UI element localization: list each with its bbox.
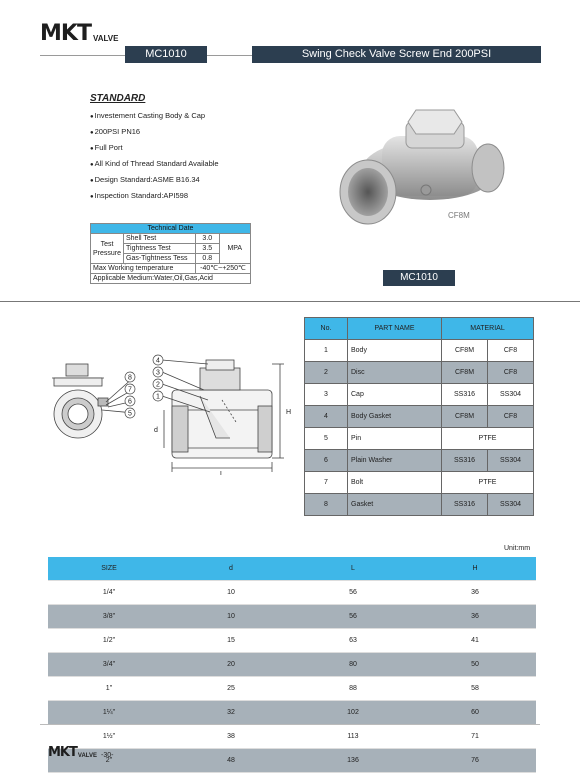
standard-item: ● Inspection Standard:API598 — [90, 190, 219, 206]
part-no: 6 — [305, 450, 348, 472]
part-material: SS316 — [442, 450, 488, 472]
part-no: 4 — [305, 406, 348, 428]
part-material: CF8 — [488, 362, 534, 384]
tech-row-value: 0.8 — [196, 254, 220, 264]
part-no: 3 — [305, 384, 348, 406]
tech-row-label: Gas-Tightness Tess — [124, 254, 196, 264]
part-name: Cap — [348, 384, 442, 406]
callout-2: 2 — [156, 381, 160, 389]
callout-5: 5 — [128, 410, 132, 418]
technical-caption: Technical Date — [91, 224, 251, 234]
size-cell: 76 — [414, 749, 536, 773]
part-material: SS304 — [488, 450, 534, 472]
dim-d-label: d — [154, 427, 158, 434]
parts-row — [305, 428, 534, 450]
dim-h-label: H — [286, 409, 292, 416]
standard-list — [90, 110, 219, 206]
part-no: 1 — [305, 340, 348, 362]
size-cell: 15 — [170, 629, 292, 653]
size-cell: 48 — [170, 749, 292, 773]
size-cell: 60 — [414, 701, 536, 725]
part-no: 7 — [305, 472, 348, 494]
parts-header-material: MATERIAL — [442, 318, 534, 340]
size-row — [48, 653, 536, 677]
size-cell: 50 — [414, 653, 536, 677]
size-header: L — [292, 557, 414, 581]
size-cell: 10 — [170, 581, 292, 605]
standard-item: ● 200PSI PN16 — [90, 126, 219, 142]
size-cell: 1/4" — [48, 581, 170, 605]
part-material: CF8M — [442, 362, 488, 384]
size-cell: 25 — [170, 677, 292, 701]
max-temp-label: Max Working temperature — [91, 264, 196, 274]
size-row — [48, 725, 536, 749]
size-row — [48, 701, 536, 725]
size-header: d — [170, 557, 292, 581]
size-cell: 10 — [170, 605, 292, 629]
callout-4: 4 — [156, 357, 160, 365]
max-temp-value: -40℃~+250℃ — [196, 264, 251, 274]
standard-item: ● Full Port — [90, 142, 219, 158]
size-cell: 36 — [414, 581, 536, 605]
parts-row — [305, 406, 534, 428]
part-name: Pin — [348, 428, 442, 450]
size-cell: 136 — [292, 749, 414, 773]
size-header: H — [414, 557, 536, 581]
size-cell: 63 — [292, 629, 414, 653]
size-cell: 88 — [292, 677, 414, 701]
size-cell: 56 — [292, 581, 414, 605]
test-pressure-label: Test Pressure — [91, 234, 124, 264]
footer — [48, 745, 113, 760]
size-cell: 2" — [48, 749, 170, 773]
part-material: CF8 — [488, 340, 534, 362]
size-cell: 3/4" — [48, 653, 170, 677]
parts-row — [305, 450, 534, 472]
part-material: SS316 — [442, 384, 488, 406]
model-badge: MC1010 — [125, 46, 207, 63]
brand-logo — [40, 21, 119, 46]
part-material: SS304 — [488, 384, 534, 406]
size-cell: 58 — [414, 677, 536, 701]
size-cell: 56 — [292, 605, 414, 629]
size-cell: 1/2" — [48, 629, 170, 653]
size-row — [48, 677, 536, 701]
size-cell: 20 — [170, 653, 292, 677]
footer-brand: MKT — [48, 745, 77, 760]
size-cell: 41 — [414, 629, 536, 653]
size-cell: 1½" — [48, 725, 170, 749]
part-material: SS304 — [488, 494, 534, 516]
parts-row — [305, 494, 534, 516]
size-row — [48, 581, 536, 605]
brand-name: MKT — [40, 21, 91, 46]
standard-item: ● All Kind of Thread Standard Available — [90, 158, 219, 174]
part-material: PTFE — [442, 472, 534, 494]
part-material: CF8M — [442, 340, 488, 362]
part-material: SS316 — [442, 494, 488, 516]
valve-photo — [330, 92, 520, 242]
parts-table — [304, 317, 534, 516]
parts-row — [305, 362, 534, 384]
part-name: Body Gasket — [348, 406, 442, 428]
part-material: CF8 — [488, 406, 534, 428]
technical-table — [90, 223, 251, 284]
part-material: PTFE — [442, 428, 534, 450]
standard-item: ● Investement Casting Body & Cap — [90, 110, 219, 126]
parts-header-no: No. — [305, 318, 348, 340]
part-name: Plain Washer — [348, 450, 442, 472]
brand-sub: VALVE — [92, 34, 119, 43]
callout-8: 8 — [128, 374, 132, 382]
part-name: Gasket — [348, 494, 442, 516]
size-cell: 80 — [292, 653, 414, 677]
page-number: -30- — [101, 752, 114, 759]
footer-rule — [40, 724, 540, 725]
size-header: SIZE — [48, 557, 170, 581]
part-material: CF8M — [442, 406, 488, 428]
callout-1: 1 — [156, 393, 160, 401]
parts-row — [305, 384, 534, 406]
part-name: Bolt — [348, 472, 442, 494]
tech-unit: MPA — [219, 234, 250, 264]
part-name: Disc — [348, 362, 442, 384]
size-cell: 102 — [292, 701, 414, 725]
tech-row-value: 3.5 — [196, 244, 220, 254]
tech-row-label: Shell Test — [124, 234, 196, 244]
size-cell: 1" — [48, 677, 170, 701]
tech-row-label: Tightness Test — [124, 244, 196, 254]
technical-drawing — [40, 350, 295, 475]
callout-3: 3 — [156, 369, 160, 377]
standard-heading: STANDARD — [90, 93, 146, 104]
part-no: 5 — [305, 428, 348, 450]
size-table — [48, 557, 536, 773]
part-no: 2 — [305, 362, 348, 384]
dim-l-label: L — [220, 471, 224, 475]
applicable-medium: Applicable Medium:Water,Oil,Gas,Acid — [91, 274, 251, 284]
size-cell: 32 — [170, 701, 292, 725]
parts-row — [305, 472, 534, 494]
callout-7: 7 — [128, 386, 132, 394]
size-cell: 71 — [414, 725, 536, 749]
size-cell: 113 — [292, 725, 414, 749]
size-cell: 3/8" — [48, 605, 170, 629]
tech-row-value: 3.0 — [196, 234, 220, 244]
size-row — [48, 629, 536, 653]
size-cell: 38 — [170, 725, 292, 749]
casting-mark: CF8M — [448, 211, 470, 220]
part-no: 8 — [305, 494, 348, 516]
parts-row — [305, 340, 534, 362]
standard-item: ● Design Standard:ASME B16.34 — [90, 174, 219, 190]
size-cell: 36 — [414, 605, 536, 629]
section-divider — [0, 301, 580, 302]
photo-label: MC1010 — [383, 270, 455, 286]
parts-header-name: PART NAME — [348, 318, 442, 340]
part-name: Body — [348, 340, 442, 362]
size-cell: 1¼" — [48, 701, 170, 725]
size-row — [48, 749, 536, 773]
callout-6: 6 — [128, 398, 132, 406]
unit-label: Unit:mm — [504, 545, 531, 552]
footer-brand-sub: VALVE — [77, 753, 98, 759]
size-row — [48, 605, 536, 629]
page-title: Swing Check Valve Screw End 200PSI — [252, 46, 541, 63]
